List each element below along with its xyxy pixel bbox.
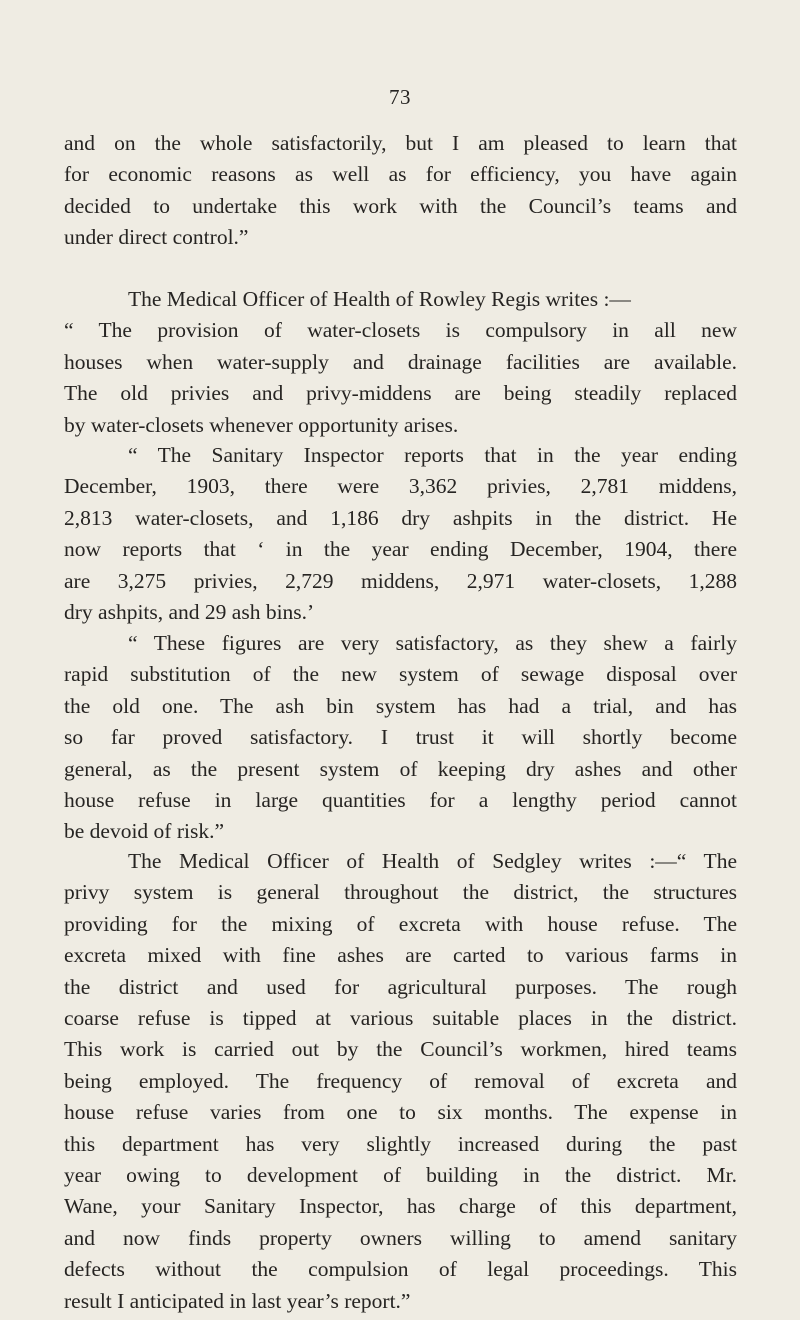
- text-line: the district and used for agricultural purposes. The rough: [64, 974, 737, 999]
- text-line: dry ashpits, and 29 ash bins.’: [64, 600, 315, 625]
- text-line: result I anticipated in last year’s report.”: [64, 1288, 411, 1313]
- text-line: and now finds property owners willing to amend sanitary: [64, 1225, 737, 1250]
- text-line: decided to undertake this work with the Council’s teams and: [64, 193, 737, 218]
- text-line: 2,813 water-closets, and 1,186 dry ashpits in the district. He: [64, 505, 737, 530]
- text-line: now reports that ‘ in the year ending December, 1904, there: [64, 537, 737, 562]
- text-line: privy system is general throughout the district, the structures: [64, 880, 737, 905]
- paragraph-council-teams: [64, 128, 737, 254]
- text-line: for economic reasons as well as for efficiency, you have again: [64, 162, 737, 187]
- text-line: December, 1903, there were 3,362 privies, 2,781 middens,: [64, 474, 737, 499]
- text-line: are 3,275 privies, 2,729 middens, 2,971 water-closets, 1,288: [64, 568, 737, 593]
- text-line: this department has very slightly increased during the past: [64, 1131, 737, 1156]
- paragraph-sedgley: [64, 846, 737, 1317]
- text-line: and on the whole satisfactorily, but I am pleased to learn that: [64, 131, 737, 155]
- text-line: providing for the mixing of excreta with house refuse. The: [64, 911, 737, 936]
- text-line: the old one. The ash bin system has had a trial, and has: [64, 693, 737, 718]
- text-line: “ The Sanitary Inspector reports that in the year ending: [128, 443, 737, 467]
- text-line: house refuse varies from one to six months. The expense in: [64, 1100, 737, 1125]
- text-line: The Medical Officer of Health of Rowley Regis writes :—: [128, 287, 631, 311]
- text-line: be devoid of risk.”: [64, 819, 225, 844]
- text-line: under direct control.”: [64, 225, 249, 250]
- text-line: house refuse in large quantities for a lengthy period cannot: [64, 788, 737, 813]
- text-line: houses when water-supply and drainage facilities are available.: [64, 349, 737, 374]
- text-line: defects without the compulsion of legal proceedings. This: [64, 1257, 737, 1282]
- text-line: rapid substitution of the new system of sewage disposal over: [64, 662, 737, 687]
- text-line: “ The provision of water-closets is compulsory in all new: [64, 318, 737, 343]
- text-line: This work is carried out by the Council’s workmen, hired teams: [64, 1037, 737, 1062]
- paragraph-figures-satisfactory: [64, 628, 737, 848]
- text-line: coarse refuse is tipped at various suitable places in the district.: [64, 1006, 737, 1031]
- text-line: general, as the present system of keeping dry ashes and other: [64, 756, 737, 781]
- text-line: The Medical Officer of Health of Sedgley writes :—“ The: [128, 849, 737, 873]
- text-line: “ These figures are very satisfactory, as they shew a fairly: [128, 631, 737, 655]
- text-line: so far proved satisfactory. I trust it will shortly become: [64, 725, 737, 750]
- text-line: by water-closets whenever opportunity arises.: [64, 412, 459, 437]
- text-line: being employed. The frequency of removal of excreta and: [64, 1068, 737, 1093]
- paragraph-rowley-regis: [64, 284, 737, 441]
- page-number: 73: [389, 85, 411, 109]
- text-line: Wane, your Sanitary Inspector, has charge of this department,: [64, 1194, 737, 1219]
- paragraph-sanitary-inspector-report: [64, 440, 737, 628]
- text-line: The old privies and privy-middens are being steadily replaced: [64, 381, 737, 406]
- text-line: excreta mixed with fine ashes are carted to various farms in: [64, 943, 737, 968]
- text-line: year owing to development of building in the district. Mr.: [64, 1163, 737, 1188]
